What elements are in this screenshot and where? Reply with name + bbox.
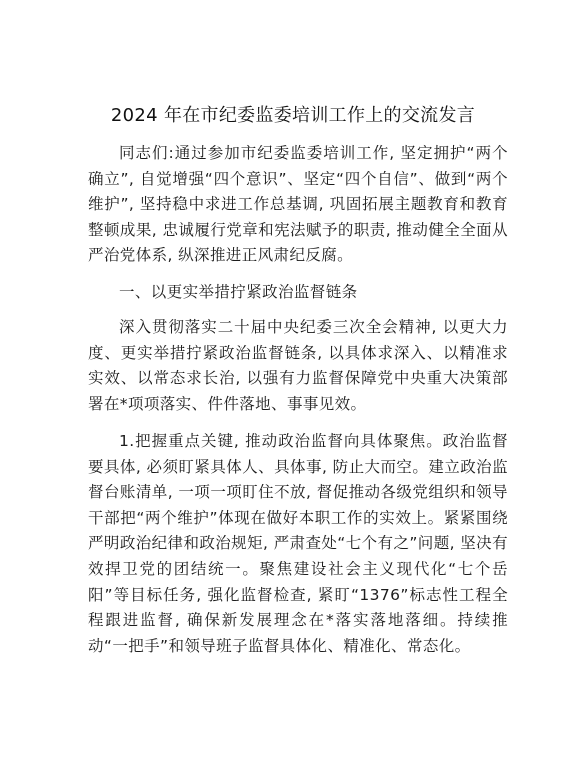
subsection-paragraph — [88, 429, 508, 659]
section-heading-1: 一、以更实举措拧紧政治监督链条 — [119, 283, 358, 301]
document-title: 2024 年在市纪委监委培训工作上的交流发言 — [110, 105, 476, 126]
paragraph-1: 同志们:通过参加市纪委监委培训工作, 坚定拥护“两个确立”, 自觉增强“四个意识”、坚定“四个自信”、做到“两个维护”, 坚持稳中求进工作总基调, 巩固拓展主题教育和教育整顿成果, 忠诚履行党章和宪法赋予的职责, 推动健全全面从严治党体系, 纵深推进正风肃纪反腐。 — [88, 144, 508, 265]
section-1-paragraph — [88, 315, 508, 417]
paragraph-3: 1.把握重点关键, 推动政治监督向具体聚焦。政治监督要具体, 必须盯紧具体人、具体事, 防止大而空。建立政治监督台账清单, 一项一项盯住不放, 督促推动各级党组织和领导干部把“两个维护”体现在做好本职工作的实效上。紧紧围绕严明政治纪律和政治规矩, 严肃查处“七个有之”问题, 坚决有效捍卫党的团结统一。聚焦建设社会主义现代化“七个岳阳”等目标任务, 强化监督检查, 紧盯“1376”标志性工程全程跟进监督, 确保新发展理念在*落实落地落细。持续推动“一把手”和领导班子监督具体化、精准化、常态化。 — [88, 432, 508, 655]
section-heading-block — [88, 280, 508, 306]
intro-paragraph — [88, 141, 508, 269]
paragraph-2: 深入贯彻落实二十届中央纪委三次全会精神, 以更大力度、更实举措拧紧政治监督链条, 以具体求深入、以精准求实效、以常态求长治, 以强有力监督保障党中央重大决策部署在*项项落实、件件落地、事事见效。 — [88, 318, 508, 413]
